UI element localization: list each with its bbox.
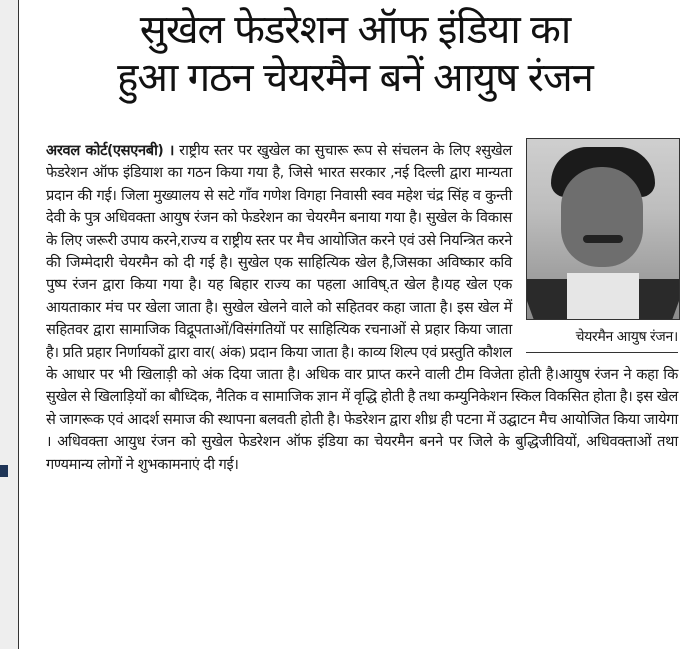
adjacent-column-fragment (0, 465, 8, 477)
article-text: राष्ट्रीय स्तर पर खुखेल का सुचारू रूप से संचलन के लिए श्सुखेल फेडरेशन ऑफ इंडियाश का गठन किया गया है, जिसे भारत सरकार ,नई दिल्ली द्वारा मान्यता प्रदान की गई। जिला मुख्यालय से सटे गाँव गणेश विगहा निवासी स्वव महेश चंद्र सिंह व कुन्ती देवी के पुत्र अधिवक्ता आयुष रंजन को फेडरेशन का चेयरमैन बनाया गया है। सुखेल के विकास के लिए जरूरी उपाय करने,राज्य व राष्ट्रीय स्तर पर मैच आयोजित करने एवं उसे नियन्त्रित करने की जिम्मेदारी चेयरमैन को दी गई है। सुखेल एक साहित्यिक खेल है,जिसका अविष्कार कवि पुष्प रंजन द्वारा किया गया है। यह बिहार राज्य का पहला आविष्.त खेल है।यह खेल एक आयताकार मंच पर खेला जाता है। सुखेल खेलने वाले को सहितवर कहा जाता है। इस खेल में सहितवर द्वारा सामाजिक विद्रूपताओं/विसंगतियों पर साहित्यिक रचनाओं से प्रहार किया जाता है। प्रति प्रहार निर्णायकों द्वारा वार( अंक) प्रदान किया जाता है। काव्य शिल्प एवं प्रस्तुति कौशल के आधार पर भी खिलाड़ी को अंक दिया जाता है। अधिक वार प्राप्त करने वाली टीम विजेता होती है।आयुष रंजन ने कहा कि सुखेल से खिलाड़ियों का बौध्दिक, नैतिक व सामाजिक ज्ञान में वृद्धि होती है तथा कम्युनिकेशन स्किल विकसित होता है। इस खेल से जागरूक एवं आदर्श समाज की स्थापना बलवती होती है। फेडरेशन द्वारा शीध्र ही पटना में उद्घाटन मैच आयोजित किया जायेगा । अधिवक्ता आयुध रंजन को सुखेल फेडरेशन ऑफ इंडिया का चेयरमैन बनने पर जिले के बुद्धिजीवियों, अधिवक्ताओं तथा गण्यमान्य लोगों ने शुभकामनाएं दी गई। (46, 142, 678, 473)
chairman-photo (526, 138, 680, 320)
dateline: अरवल कोर्ट(एसएनबी) । (46, 142, 175, 159)
caption-divider (526, 352, 678, 353)
headline-line-1: सुखेल फेडरेशन ऑफ इंडिया का (139, 7, 571, 53)
photo-collar (567, 273, 639, 320)
column-divider (18, 0, 19, 649)
left-page-margin (0, 0, 18, 649)
photo-mustache (583, 235, 623, 243)
photo-caption: चेयरमैन आयुष रंजन। (575, 329, 678, 345)
headline (30, 6, 680, 102)
photo-block (520, 138, 678, 353)
headline-line-2: हुआ गठन चेयरमैन बनें आयुष रंजन (117, 55, 593, 101)
photo-face (561, 167, 643, 267)
article-body (46, 140, 678, 476)
